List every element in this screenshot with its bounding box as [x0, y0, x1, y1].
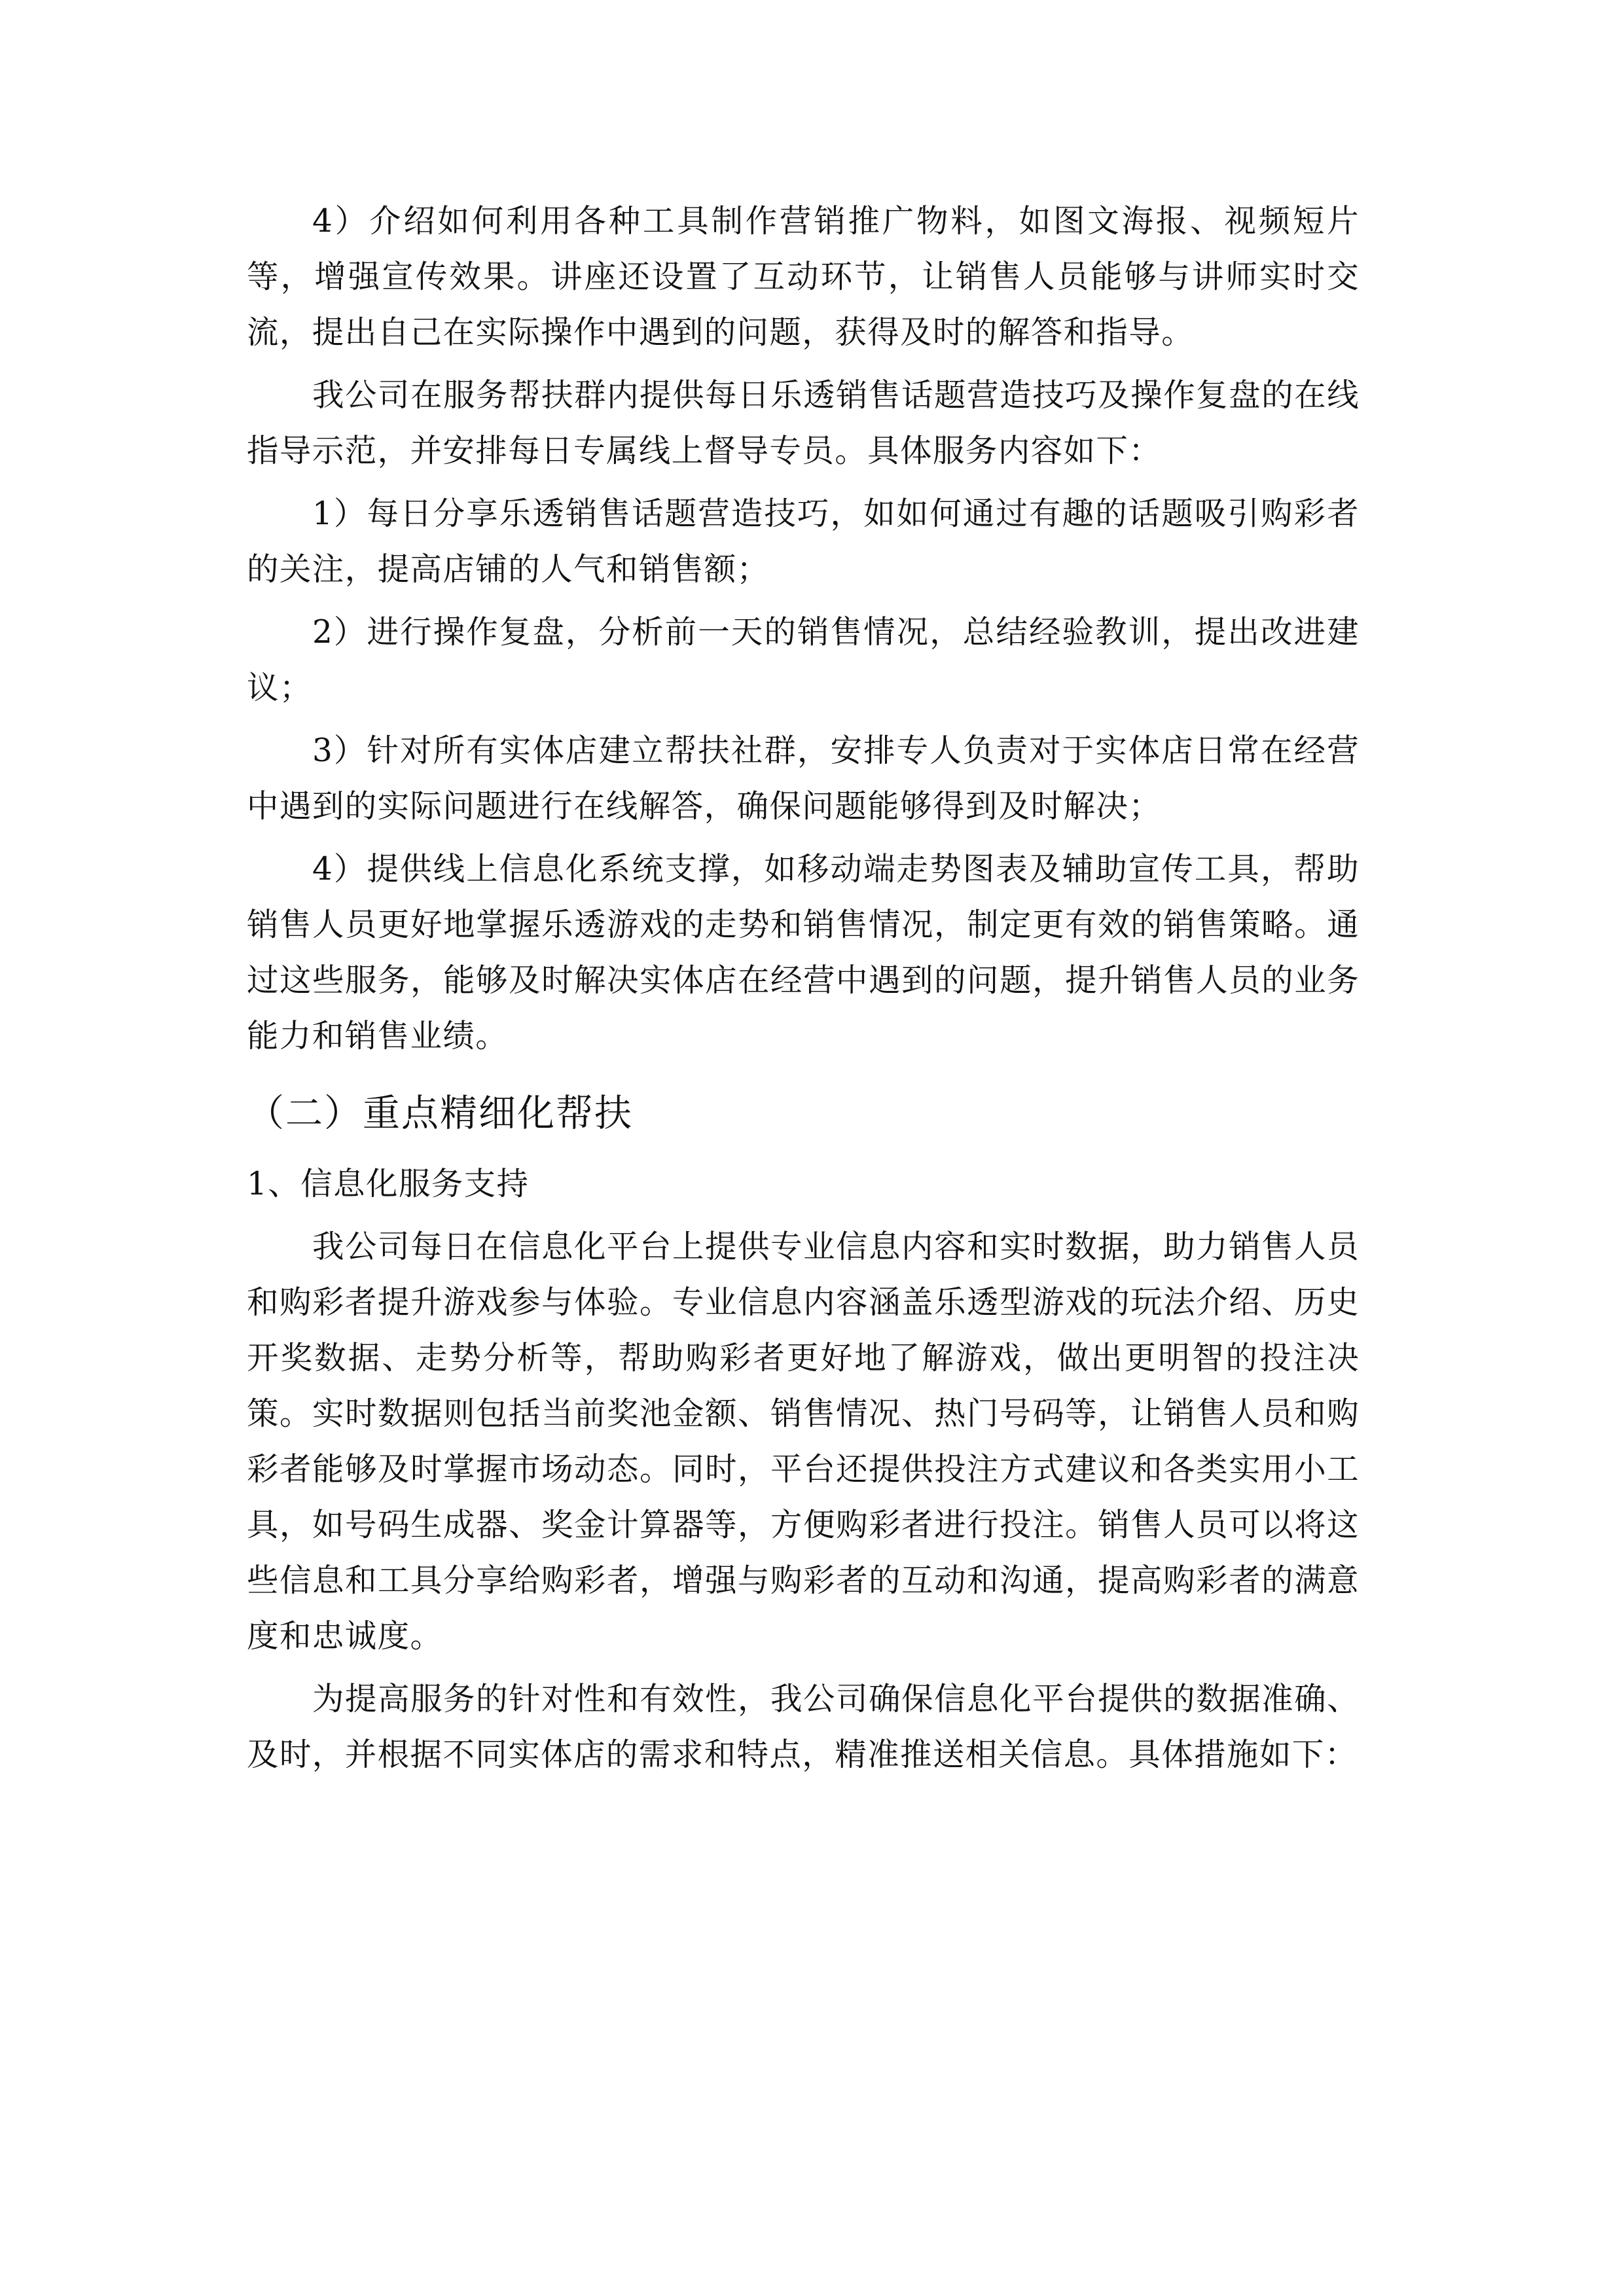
list-item-operation-review: 2）进行操作复盘，分析前一天的销售情况，总结经验教训，提出改进建议；	[247, 614, 1360, 706]
list-item-daily-topic-tips: 1）每日分享乐透销售话题营造技巧，如如何通过有趣的话题吸引购彩者的关注，提高店铺的人气和销售额；	[247, 495, 1360, 588]
list-item-online-system-support: 4）提供线上信息化系统支撑，如移动端走势图表及辅助宣传工具，帮助销售人员更好地掌握乐透游戏的走势和销售情况，制定更有效的销售策略。通过这些服务，能够及时解决实体店在经营中遇到的问题，提升销售人员的业务能力和销售业绩。	[247, 851, 1360, 1054]
list-item-support-community: 3）针对所有实体店建立帮扶社群，安排专人负责对于实体店日常在经营中遇到的实际问题进行在线解答，确保问题能够得到及时解决；	[247, 732, 1360, 825]
paragraph-promo-materials: 4）介绍如何利用各种工具制作营销推广物料，如图文海报、视频短片等，增强宣传效果。讲座还设置了互动环节，让销售人员能够与讲师实时交流，提出自己在实际操作中遇到的问题，获得及时的解答和指导。	[247, 203, 1360, 351]
paragraph-targeted-measures: 为提高服务的针对性和有效性，我公司确保信息化平台提供的数据准确、及时，并根据不同实体店的需求和特点，精准推送相关信息。具体措施如下：	[247, 1681, 1360, 1773]
subsection-heading-it-service-support: 1、信息化服务支持	[247, 1166, 530, 1202]
paragraph-service-group-intro: 我公司在服务帮扶群内提供每日乐透销售话题营造技巧及操作复盘的在线指导示范，并安排每日专属线上督导专员。具体服务内容如下：	[247, 377, 1360, 469]
section-heading-key-assistance: （二）重点精细化帮扶	[247, 1092, 633, 1135]
paragraph-platform-content: 我公司每日在信息化平台上提供专业信息内容和实时数据，助力销售人员和购彩者提升游戏参与体验。专业信息内容涵盖乐透型游戏的玩法介绍、历史开奖数据、走势分析等，帮助购彩者更好地了解游戏，做出更明智的投注决策。实时数据则包括当前奖池金额、销售情况、热门号码等，让销售人员和购彩者能够及时掌握市场动态。同时，平台还提供投注方式建议和各类实用小工具，如号码生成器、奖金计算器等，方便购彩者进行投注。销售人员可以将这些信息和工具分享给购彩者，增强与购彩者的互动和沟通，提高购彩者的满意度和忠诚度。	[247, 1229, 1360, 1655]
document-page	[247, 194, 1360, 1790]
